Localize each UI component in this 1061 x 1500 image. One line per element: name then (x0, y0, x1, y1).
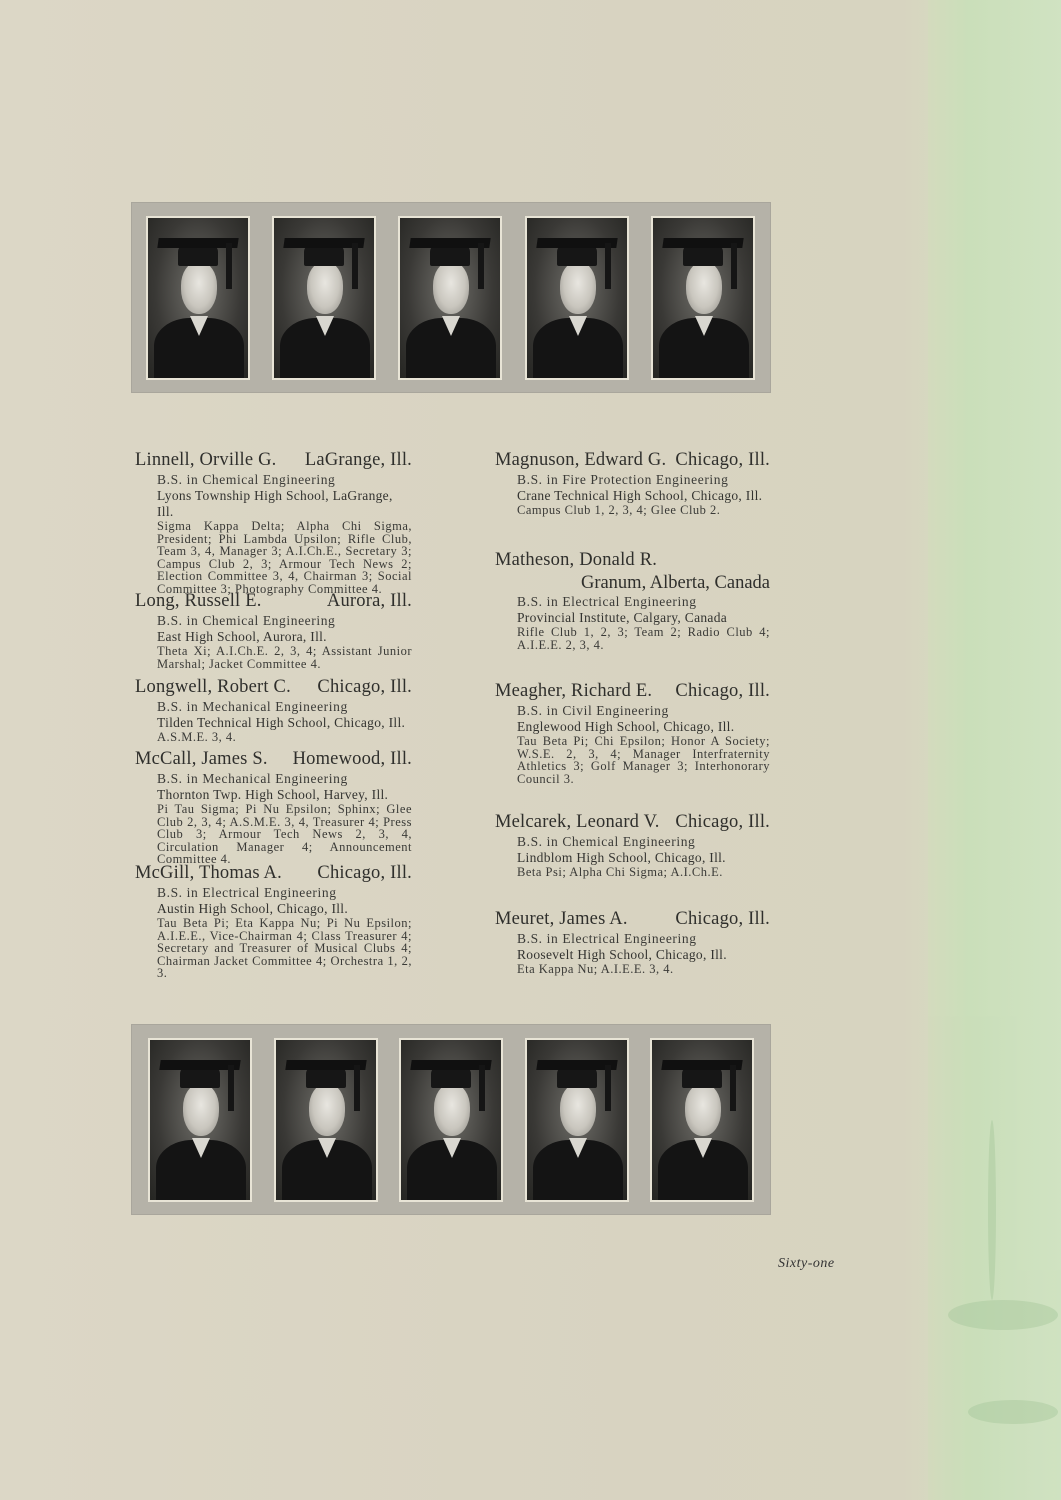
high-school: Thornton Twp. High School, Harvey, Ill. (157, 787, 389, 802)
high-school: Austin High School, Chicago, Ill. (157, 901, 349, 916)
graduate-entry (495, 909, 770, 976)
degree: B.S. in Mechanical Engineering (157, 771, 348, 786)
degree: B.S. in Chemical Engineering (517, 834, 696, 849)
hometown: Chicago, Ill. (675, 812, 770, 832)
hometown: Chicago, Ill. (317, 863, 412, 883)
graduate-name: McGill, Thomas A. (135, 863, 282, 883)
activities: Beta Psi; Alpha Chi Sigma; A.I.Ch.E. (517, 865, 723, 879)
activities: Tau Beta Pi; Chi Epsilon; Honor A Society; W.S.E. 2, 3, 4; Manager Interfraternity Athletics 3; Golf Manager 3; Interhonorary Council 3. (517, 734, 770, 786)
portrait-photo (272, 216, 376, 380)
hometown: Granum, Alberta, Canada (580, 573, 770, 593)
portrait-photo (651, 216, 755, 380)
graduate-name: Linnell, Orville G. (135, 450, 277, 470)
activities: Rifle Club 1, 2, 3; Team 2; Radio Club 4; A.I.E.E. 2, 3, 4. (517, 625, 770, 652)
hometown: Chicago, Ill. (675, 909, 770, 929)
graduate-name: Meagher, Richard E. (495, 681, 653, 701)
high-school: Roosevelt High School, Chicago, Ill. (517, 947, 727, 962)
degree: B.S. in Electrical Engineering (157, 885, 337, 900)
graduate-entry (135, 863, 412, 980)
portrait-photo (148, 1038, 252, 1202)
activities: Sigma Kappa Delta; Alpha Chi Sigma, President; Phi Lambda Upsilon; Rifle Club, Team 3, 4, Manager 3; A.I.Ch.E., Secretary 3; Campus Club 2, 3; Armour Tech News 2; Election Committee 3, 4, Chairman 3; Social Committee 3; Photography Committee 4. (157, 519, 412, 596)
high-school: East High School, Aurora, Ill. (157, 629, 327, 644)
high-school: Provincial Institute, Calgary, Canada (517, 610, 728, 625)
graduate-entry (135, 591, 412, 670)
top-photo-strip (131, 202, 771, 393)
graduate-entry (495, 450, 770, 517)
degree: B.S. in Electrical Engineering (517, 931, 697, 946)
activities: Pi Tau Sigma; Pi Nu Epsilon; Sphinx; Glee Club 2, 3, 4; A.S.M.E. 3, 4, Treasurer 4; Press Club 3; Armour Tech News 2, 3, 4, Circulation Manager 4; Announcement Committee 4. (157, 802, 412, 867)
graduate-entry (135, 450, 412, 596)
page-number: Sixty-one (778, 1256, 835, 1271)
portrait-photo (650, 1038, 754, 1202)
page-edge-tint (928, 0, 1061, 1500)
activities: Eta Kappa Nu; A.I.E.E. 3, 4. (517, 962, 674, 976)
graduate-name: Long, Russell E. (135, 591, 262, 611)
activities: Theta Xi; A.I.Ch.E. 2, 3, 4; Assistant Junior Marshal; Jacket Committee 4. (157, 644, 412, 671)
hometown: Aurora, Ill. (326, 591, 412, 611)
hometown: Chicago, Ill. (317, 677, 412, 697)
graduate-name: Meuret, James A. (495, 909, 628, 929)
degree: B.S. in Fire Protection Engineering (517, 472, 729, 487)
graduate-entry (495, 681, 770, 785)
edge-smudge (988, 1120, 996, 1300)
degree: B.S. in Chemical Engineering (157, 613, 336, 628)
portrait-photo (398, 216, 502, 380)
edge-smudge (948, 1300, 1058, 1330)
degree: B.S. in Civil Engineering (517, 703, 669, 718)
portrait-photo (399, 1038, 503, 1202)
graduate-name: Magnuson, Edward G. (495, 450, 667, 470)
activities: A.S.M.E. 3, 4. (157, 730, 237, 744)
high-school: Englewood High School, Chicago, Ill. (517, 719, 735, 734)
hometown: Chicago, Ill. (675, 681, 770, 701)
hometown: Chicago, Ill. (675, 450, 770, 470)
edge-smudge (968, 1400, 1058, 1424)
high-school: Crane Technical High School, Chicago, Ill. (517, 488, 763, 503)
degree: B.S. in Electrical Engineering (517, 594, 697, 609)
high-school: Lyons Township High School, LaGrange, Ill. (157, 488, 393, 519)
degree: B.S. in Chemical Engineering (157, 472, 336, 487)
high-school: Tilden Technical High School, Chicago, Ill. (157, 715, 406, 730)
bottom-photo-strip (131, 1024, 771, 1215)
graduate-name: Melcarek, Leonard V. (495, 812, 660, 832)
graduate-name: McCall, James S. (135, 749, 268, 769)
portrait-photo (274, 1038, 378, 1202)
graduate-entry (495, 550, 770, 651)
portrait-photo (525, 1038, 629, 1202)
graduate-entry (135, 677, 412, 744)
graduate-entry (135, 749, 412, 866)
graduate-entry (495, 812, 770, 879)
high-school: Lindblom High School, Chicago, Ill. (517, 850, 726, 865)
hometown: LaGrange, Ill. (304, 450, 412, 470)
portrait-photo (525, 216, 629, 380)
graduate-name: Longwell, Robert C. (135, 677, 291, 697)
hometown: Homewood, Ill. (292, 749, 412, 769)
graduate-name: Matheson, Donald R. (495, 550, 658, 570)
activities: Campus Club 1, 2, 3, 4; Glee Club 2. (517, 503, 721, 517)
degree: B.S. in Mechanical Engineering (157, 699, 348, 714)
portrait-photo (146, 216, 250, 380)
activities: Tau Beta Pi; Eta Kappa Nu; Pi Nu Epsilon; A.I.E.E., Vice-Chairman 4; Class Treasurer 4; Secretary and Treasurer of Musical Clubs 4; Chairman Jacket Committee 4; Orchestra 1, 2, 3. (157, 916, 412, 981)
